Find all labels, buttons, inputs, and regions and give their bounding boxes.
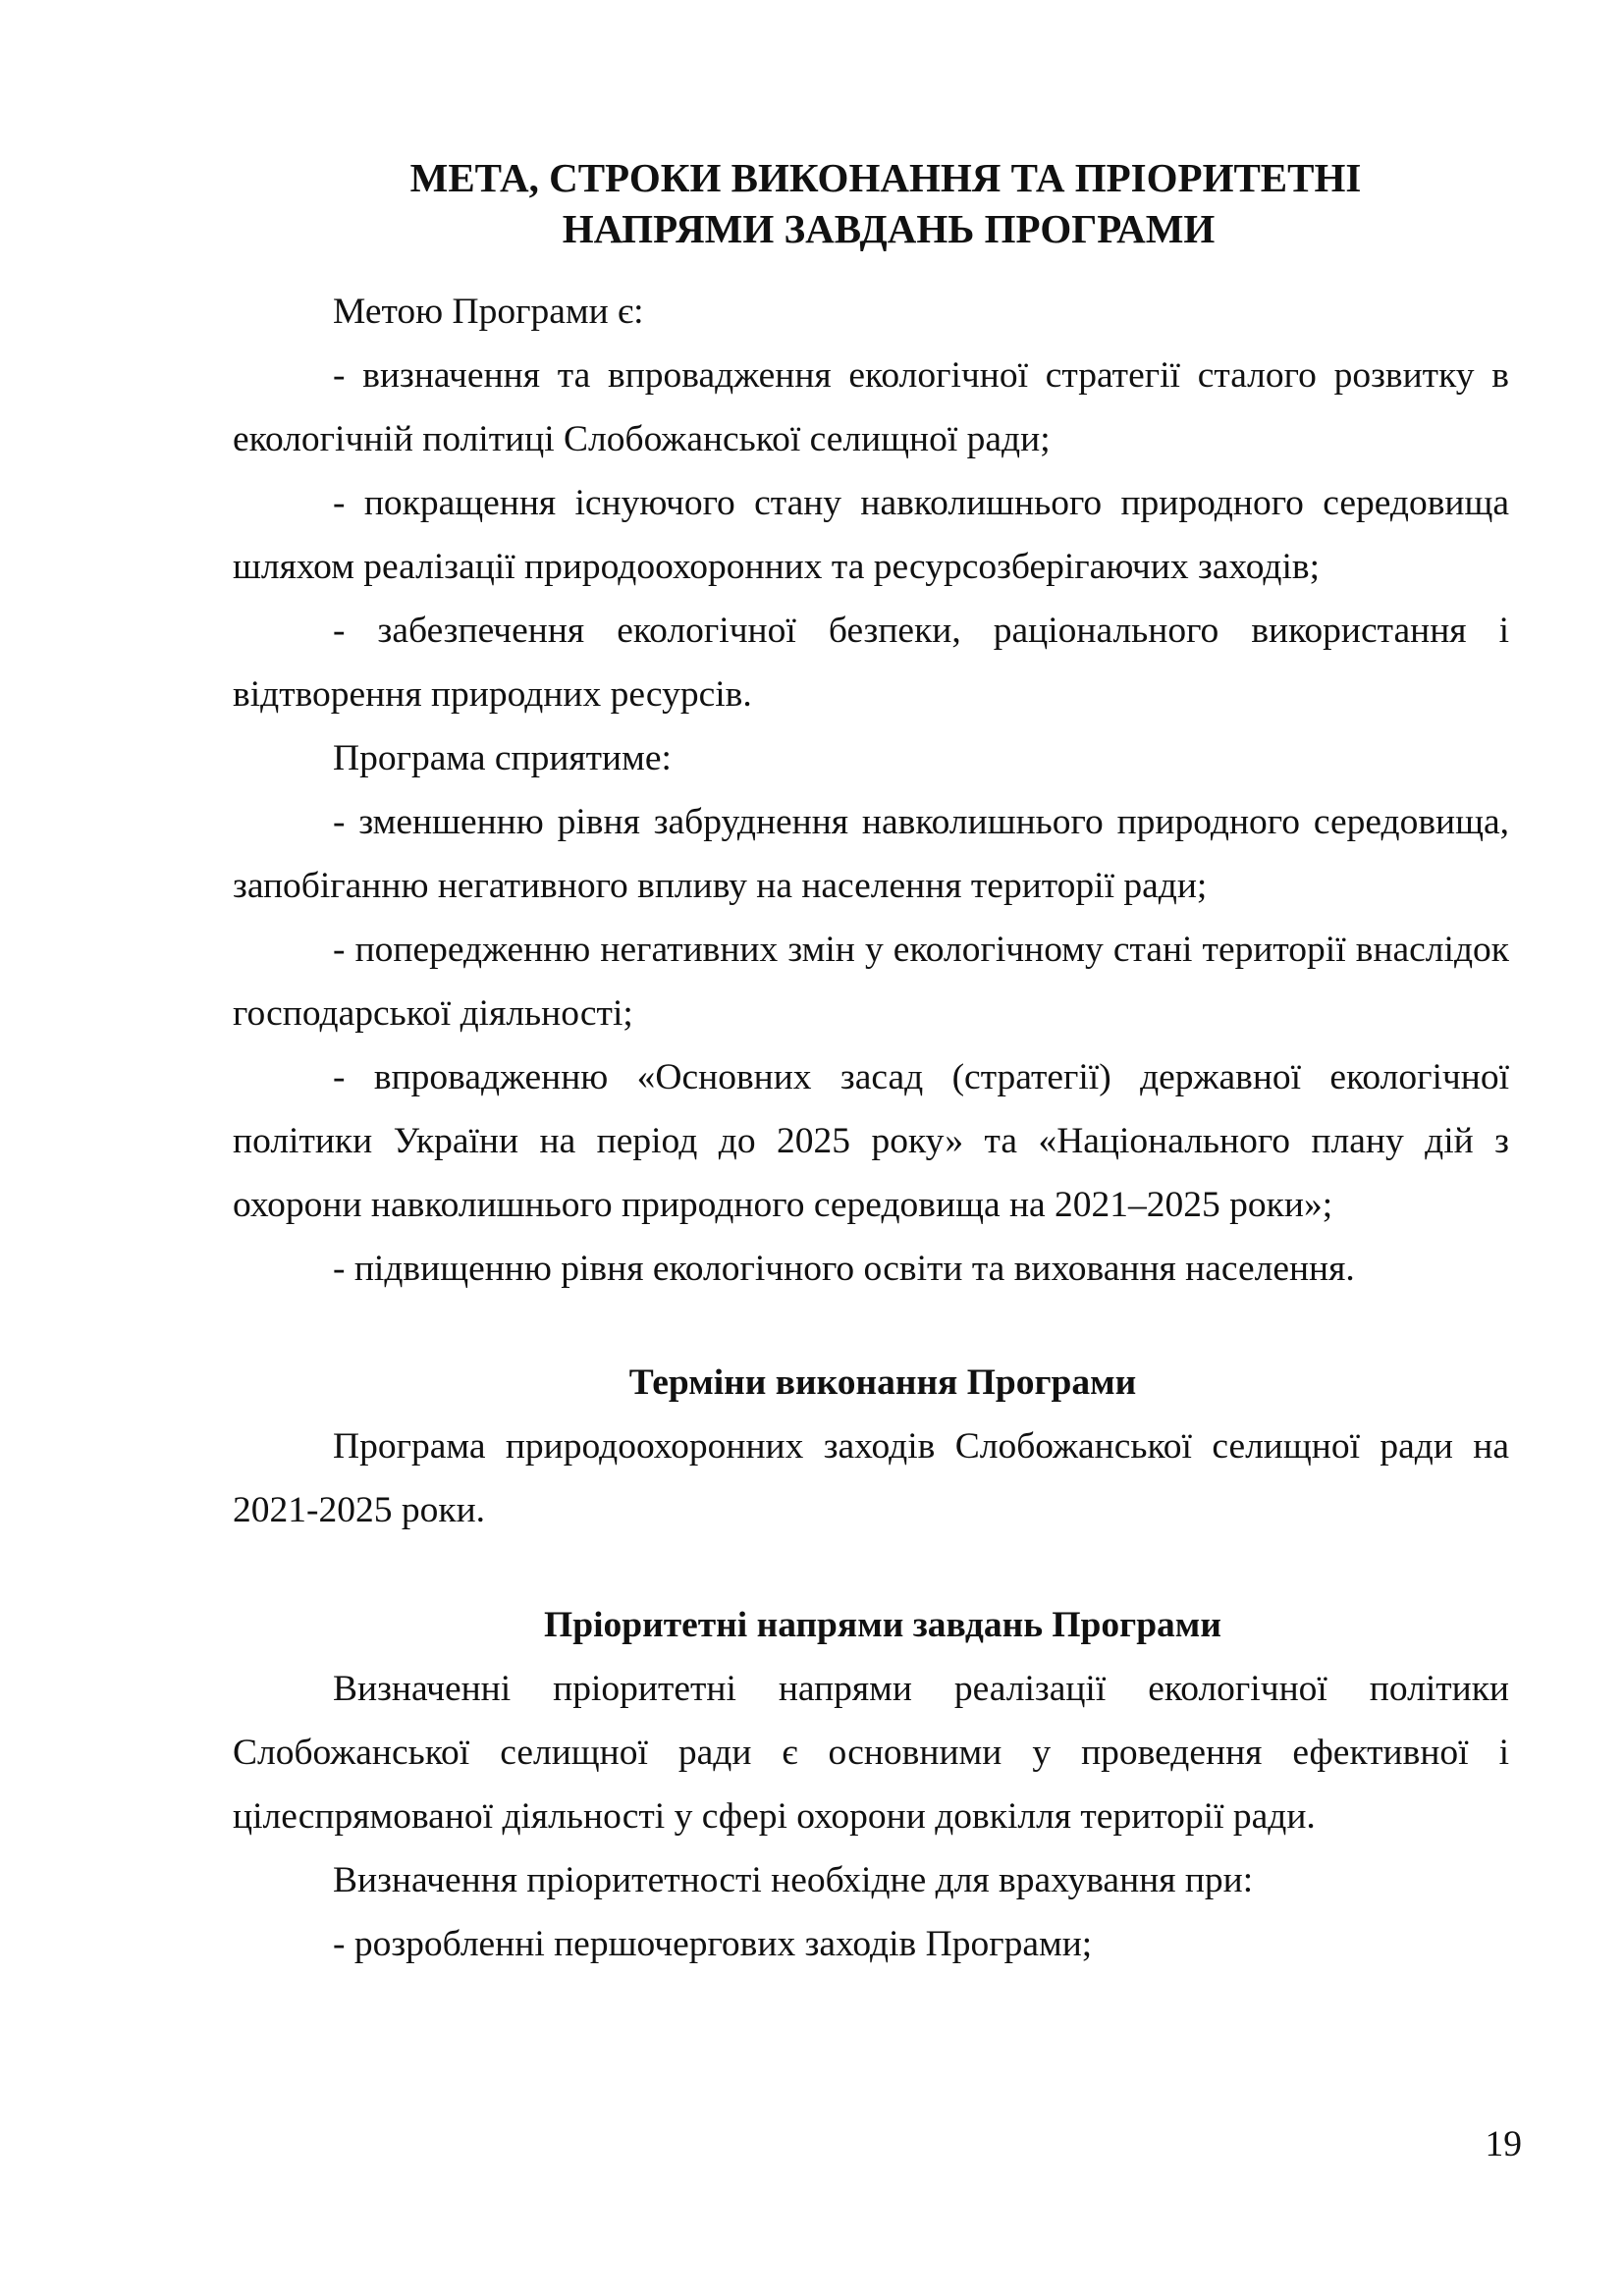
goal-intro: Метою Програми є:	[333, 292, 644, 332]
promotes-item-4: - підвищенню рівня екологічного освіти та виховання населення.	[333, 1249, 1355, 1289]
promotes-item-1: - зменшенню рівня забруднення навколишнього природного середовища, запобіганню негативного впливу на населення території ради;	[233, 802, 1509, 906]
promotes-item-3: - впровадженню «Основних засад (стратегії) державної екологічної політики України на період до 2025 року» та «Національного плану дій з охорони навколишнього природного середовища на 2021–2025 роки»;	[233, 1057, 1509, 1225]
document-page	[233, 152, 1509, 1976]
promotes-item-2: - попередженню негативних змін у екологічному стані території внаслідок господарської діяльності;	[233, 930, 1509, 1034]
priorities-heading: Пріоритетні напрями завдань Програми	[544, 1605, 1221, 1645]
terms-heading: Терміни виконання Програми	[628, 1362, 1137, 1403]
goal-item-3: - забезпечення екологічної безпеки, раціонального використання і відтворення природних ресурсів.	[233, 611, 1509, 715]
priorities-item-1: - розробленні першочергових заходів Програми;	[333, 1924, 1093, 1964]
page-number: 19	[1485, 2124, 1522, 2164]
priorities-intro: Визначення пріоритетності необхідне для врахування при:	[333, 1860, 1254, 1900]
goal-item-2: - покращення існуючого стану навколишнього природного середовища шляхом реалізації природоохоронних та ресурсозберігаючих заходів;	[233, 483, 1509, 587]
page-title	[233, 152, 1509, 254]
terms-text: Програма природоохоронних заходів Слобожанської селищної ради на 2021-2025 роки.	[233, 1426, 1509, 1530]
priorities-text: Визначенні пріоритетні напрями реалізації екологічної політики Слобожанської селищної ради є основними у проведення ефективної і цілеспрямованої діяльності у сфері охорони довкілля території ради.	[233, 1669, 1509, 1837]
promotes-intro: Програма сприятиме:	[333, 738, 672, 778]
goal-item-1: - визначення та впровадження екологічної стратегії сталого розвитку в екологічній політиці Слобожанської селищної ради;	[233, 355, 1509, 459]
page-title-line-1: МЕТА, СТРОКИ ВИКОНАННЯ ТА ПРІОРИТЕТНІ	[409, 155, 1362, 200]
page-title-line-2: НАПРЯМИ ЗАВДАНЬ ПРОГРАМИ	[562, 206, 1216, 251]
